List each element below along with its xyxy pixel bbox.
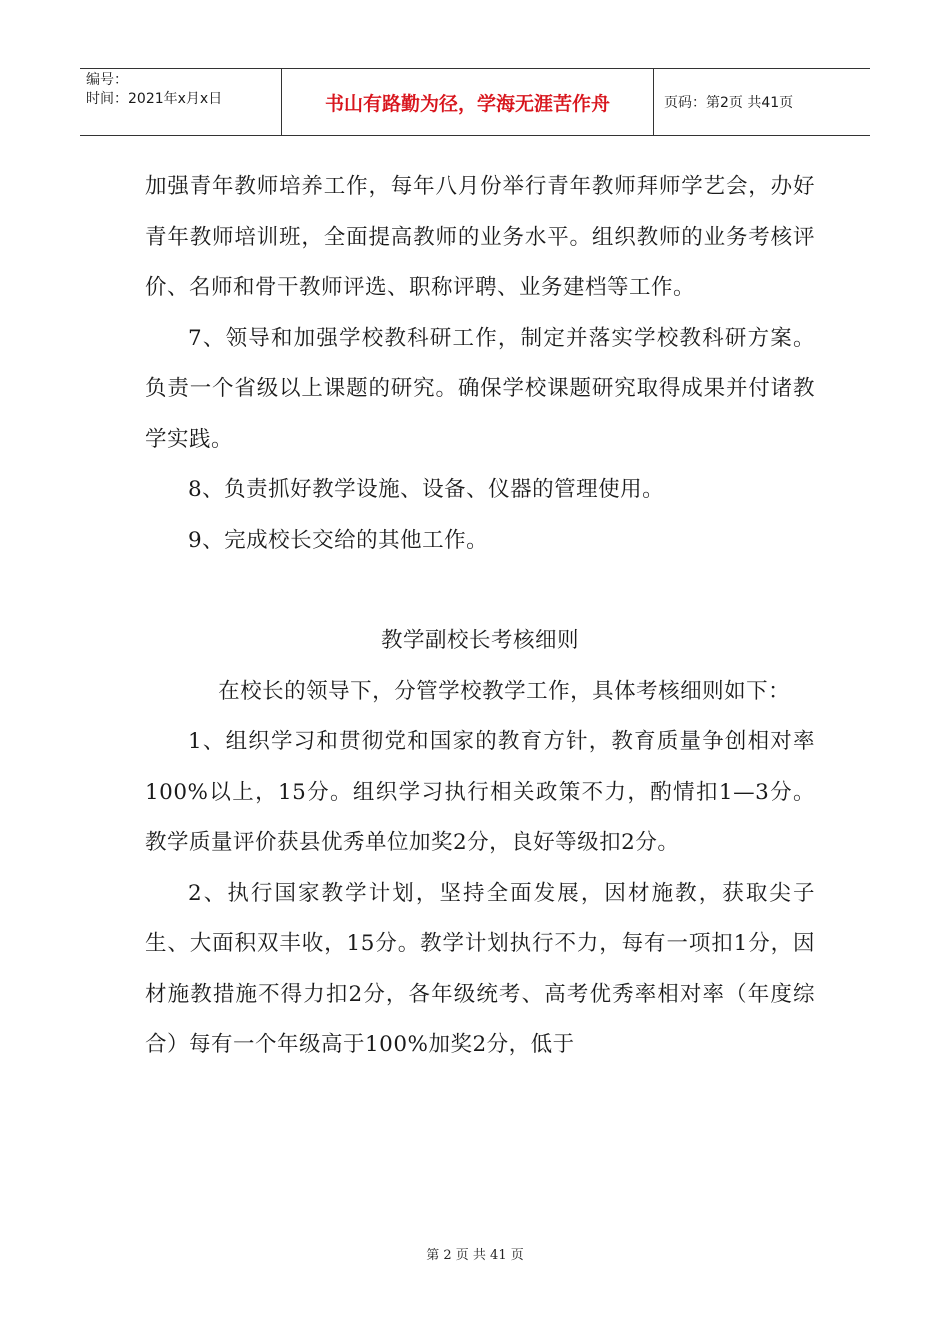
paragraph: 8、负责抓好教学设施、设备、仪器的管理使用。 [188,477,665,502]
paragraph: 加强青年教师培养工作，每年八月份举行青年教师拜师学艺会，办好青年教师培训班，全面提高教师的业务水平。组织教师的业务考核评价、名师和骨干教师评选、职称评聘、业务建档等工作。 [145,174,815,300]
paragraph: 9、完成校长交给的其他工作。 [188,527,489,553]
document-time-label: 时间：2021年x月x日 [86,91,223,107]
document-body [145,162,815,1071]
section-title: 教学副校长考核细则 [380,628,579,653]
paragraph: 在校长的领导下，分管学校教学工作，具体考核细则如下： [218,678,791,704]
document-number-label: 编号： [86,72,128,88]
header-motto: 书山有路勤为径，学海无涯苦作舟 [282,69,654,135]
header-page-info: 页码：第2页 共41页 [664,95,794,111]
header-meta-cell [80,69,282,135]
paragraph: 2、执行国家教学计划，坚持全面发展，因材施教，获取尖子生、大面积双丰收，15分。教学计划执行不力，每有一项扣1分，因材施教措施不得力扣2分，各年级统考、高考优秀率相对率（年度综合）每有一个年级高于100%加奖2分，低于 [145,880,815,1057]
paragraph: 7、领导和加强学校教科研工作，制定并落实学校教科研方案。负责一个省级以上课题的研究。确保学校课题研究取得成果并付诸教学实践。 [145,325,815,452]
page-header [80,68,870,136]
page-footer: 第 2 页 共 41 页 [426,1248,524,1263]
paragraph: 1、组织学习和贯彻党和国家的教育方针，教育质量争创相对率100%以上，15分。组织学习执行相关政策不力，酌情扣1—3分。教学质量评价获县优秀单位加奖2分，良好等级扣2分。 [145,729,815,855]
